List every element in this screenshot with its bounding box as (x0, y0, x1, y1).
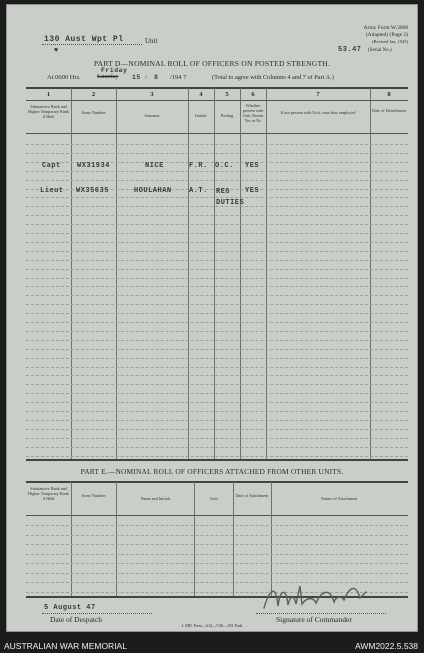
col-head-surname: Surname (144, 113, 160, 118)
row1-surname: NICE (145, 162, 164, 170)
ruled-line (26, 411, 408, 412)
ruled-line (26, 375, 408, 376)
header-bottom-rule (26, 133, 408, 134)
e-col-line (194, 482, 195, 596)
col-head-employed: If not present with Unit, state how employed (280, 110, 356, 115)
e-col-line (233, 482, 234, 596)
part-e-top-rule (26, 481, 408, 483)
ruled-line (26, 224, 408, 225)
col-head-initials: Initials (195, 113, 207, 118)
part-d-bottom-rule (26, 459, 408, 461)
row1-army-number: WX31934 (77, 162, 110, 170)
ruled-line (26, 260, 408, 261)
col-num-4: 4 (199, 91, 203, 98)
ruled-line (26, 215, 408, 216)
row1-initials: F.R. (189, 162, 208, 170)
serial-label: (Serial No.) (368, 48, 392, 53)
ruled-line (26, 402, 408, 403)
col-num-7: 7 (316, 91, 320, 98)
ruled-line (26, 233, 408, 234)
despatch-underline (42, 613, 152, 614)
row2-present: YES (245, 187, 260, 195)
signature-label: Signature of Commander (276, 615, 352, 624)
col-head-army-number: Army Number (81, 110, 106, 115)
ruled-line (26, 456, 408, 457)
e-head-army-number: Army Number (81, 493, 106, 498)
e-head-unit: Unit (210, 496, 218, 501)
form-sheet (6, 4, 418, 632)
col-number-rule (26, 100, 408, 101)
ruled-line (26, 286, 408, 287)
form-adapted: (Adapted) (Page 2) (365, 32, 408, 38)
date-prefix: At 0600 Hrs. (47, 74, 81, 81)
despatch-label: Date of Despatch (50, 615, 103, 624)
e-col-line (71, 482, 72, 596)
ruled-line (26, 153, 408, 154)
unit-underline (42, 44, 142, 45)
col-head-rank: Substantive Rank and Higher Temporary Rank if Held (28, 104, 69, 119)
part-e-header-rule (26, 515, 408, 516)
ruled-line (26, 340, 408, 341)
caption-left: AUSTRALIAN WAR MEMORIAL (4, 641, 127, 651)
part-e-title: PART E.—NOMINAL ROLL OF OFFICERS ATTACHED FROM OTHER UNITS. (80, 467, 344, 476)
row1-rank: Capt (42, 162, 61, 170)
unit-typed: 130 Aust Wpt Pl (44, 35, 124, 44)
e-head-nature: Nature of Attachment (320, 496, 358, 501)
serial-typed: 53.47 (338, 46, 362, 54)
ruled-line (26, 171, 408, 172)
col-head-posting: Posting (220, 113, 234, 118)
ruled-line (26, 242, 408, 243)
ruled-line (26, 313, 408, 314)
row2-initials: A.T. (189, 187, 208, 195)
ruled-line (26, 269, 408, 270)
caption-bar (0, 638, 424, 653)
col-num-6: 6 (251, 91, 255, 98)
day-typed: Friday (101, 67, 128, 74)
signature-underline (256, 613, 386, 614)
form-name: Army Form W.3008 (363, 25, 408, 31)
unit-label: Unit (145, 37, 158, 45)
commander-signature (256, 578, 376, 616)
ruled-line (26, 420, 408, 421)
ruled-line (26, 295, 408, 296)
form-revised: (Revised Jan, 1945) (372, 39, 408, 44)
printer-line: J. MD. Press—612—7/46—1M. Pads (181, 623, 243, 628)
ruled-line (26, 322, 408, 323)
col-head-present: Whether present with Unit Absent Yes or No (242, 103, 264, 123)
ruled-line (26, 349, 408, 350)
part-d-top-rule (26, 87, 408, 89)
col-num-2: 2 (91, 91, 96, 98)
e-head-date: Date of Attachment (235, 493, 269, 498)
e-head-name: Name and Initials (140, 496, 171, 501)
ruled-line (26, 544, 408, 545)
ruled-line (26, 393, 408, 394)
date-sep-1: / (145, 74, 147, 81)
row2-posting: REG DUTIES (216, 188, 245, 207)
e-head-rank: Substantive Rank and Higher Temporary Rank if Held (28, 486, 69, 501)
ruled-line (26, 554, 408, 555)
e-col-line (116, 482, 117, 596)
ruled-line (26, 304, 408, 305)
despatch-typed: 5 August 47 (44, 604, 96, 612)
ruled-line (26, 384, 408, 385)
ruled-line (26, 438, 408, 439)
ruled-line (26, 573, 408, 574)
ruled-line (26, 278, 408, 279)
ruled-line (26, 563, 408, 564)
ruled-line (26, 180, 408, 181)
date-month: 8 (154, 74, 159, 81)
date-day: 15 (132, 74, 141, 81)
col-num-1: 1 (46, 91, 51, 98)
row1-present: YES (245, 162, 260, 170)
row2-surname: HOULAHAN (134, 187, 172, 195)
ruled-line (26, 535, 408, 536)
ruled-line (26, 525, 408, 526)
ruled-line (26, 331, 408, 332)
ruled-line (26, 144, 408, 145)
col-head-detachment: Date of Detachment (372, 108, 406, 113)
col-num-5: 5 (225, 91, 229, 98)
part-d-title: PART D—NOMINAL ROLL OF OFFICERS ON POSTED STRENGTH. (93, 59, 331, 68)
ruled-line (26, 367, 408, 368)
heart-mark-icon: ♥ (54, 46, 59, 54)
ruled-line (26, 358, 408, 359)
ruled-line (26, 429, 408, 430)
date-year: /194 7 (170, 74, 187, 81)
row1-posting: O.C. (215, 162, 234, 170)
day-struck: Saturday (97, 74, 119, 80)
ruled-line (26, 251, 408, 252)
ruled-line (26, 447, 408, 448)
col-num-3: 3 (150, 91, 154, 98)
row2-army-number: WX35635 (76, 187, 109, 195)
col-num-8: 8 (387, 91, 391, 98)
caption-right: AWM2022.5.538 (355, 641, 418, 651)
date-note: (Total to agree with Columns 4 and 7 of Part A.) (212, 74, 334, 81)
row2-rank: Lieut (40, 187, 64, 195)
